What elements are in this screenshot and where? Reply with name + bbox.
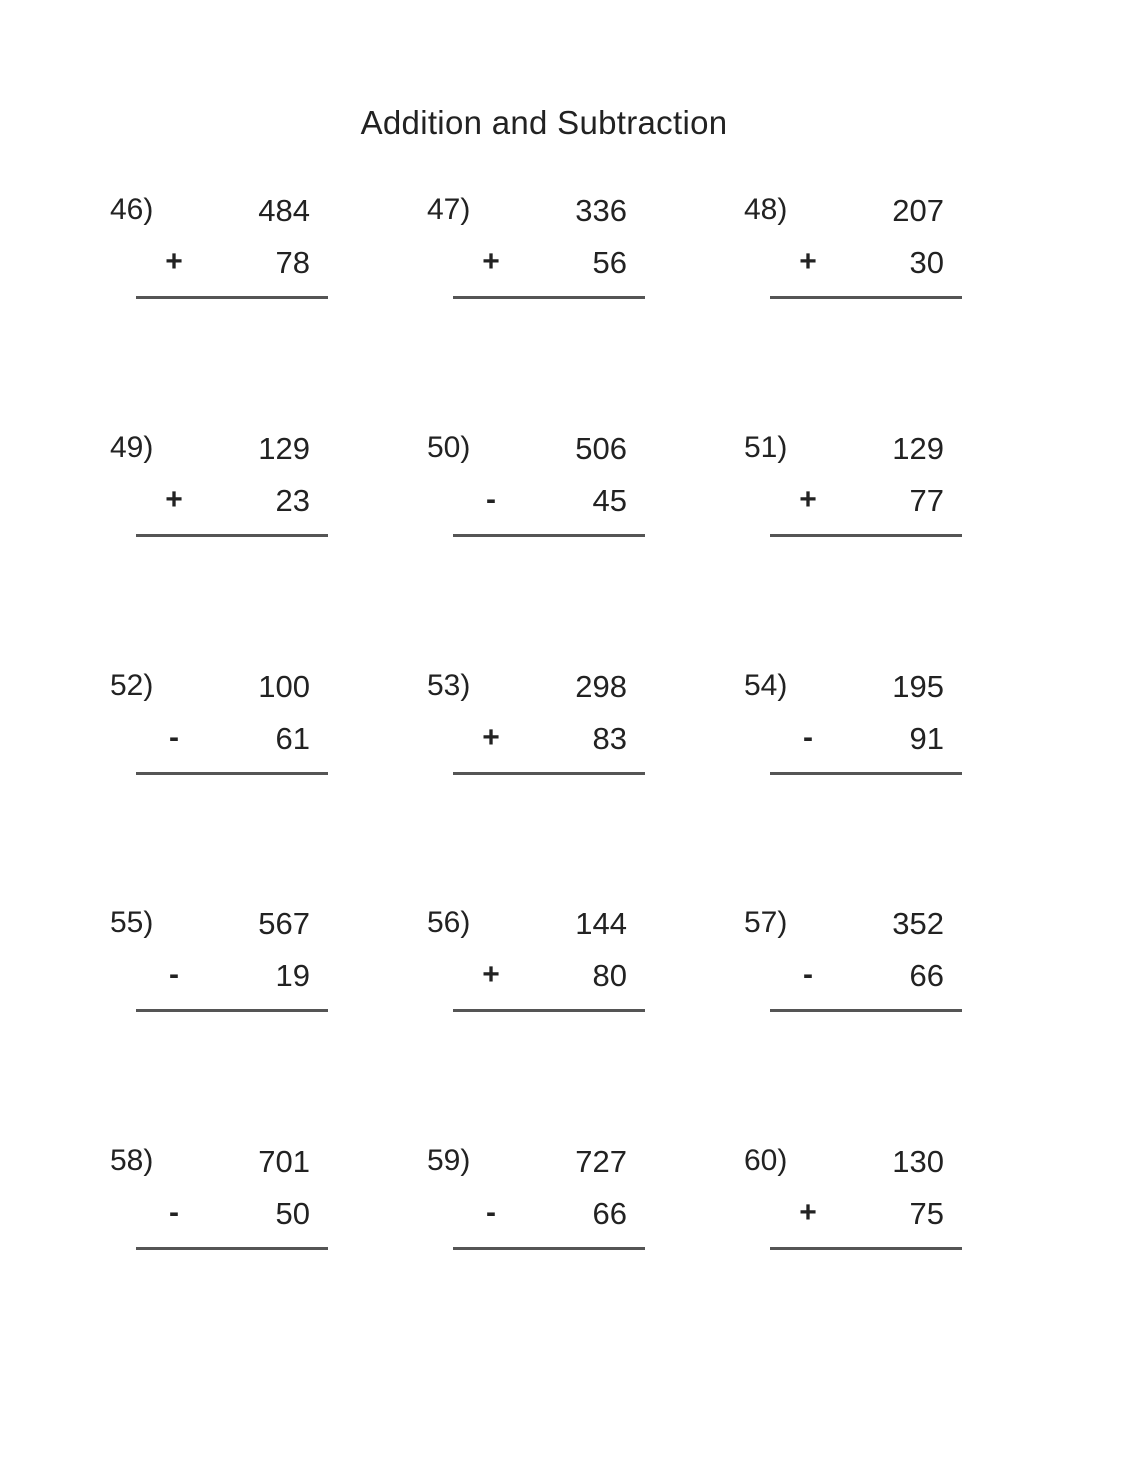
answer-line	[770, 534, 962, 537]
bottom-operand: 56	[592, 245, 627, 280]
bottom-operand: 66	[592, 1196, 627, 1231]
problem-item	[427, 906, 657, 1036]
answer-line	[770, 1247, 962, 1250]
bottom-operand: 66	[909, 958, 944, 993]
answer-line	[136, 772, 328, 775]
operator-sign: +	[799, 245, 817, 278]
answer-line	[770, 1009, 962, 1012]
problem-item	[427, 193, 657, 323]
problem-number: 46)	[110, 193, 154, 226]
operator-sign: -	[169, 721, 179, 754]
bottom-operand: 77	[909, 483, 944, 518]
operator-sign: -	[169, 958, 179, 991]
problem-item	[427, 669, 657, 799]
bottom-operand: 61	[275, 721, 310, 756]
operator-sign: +	[799, 1196, 817, 1229]
problem-number: 49)	[110, 431, 154, 464]
top-operand: 352	[892, 906, 944, 941]
operator-sign: -	[803, 721, 813, 754]
answer-line	[453, 534, 645, 537]
answer-line	[453, 1247, 645, 1250]
top-operand: 506	[575, 431, 627, 466]
bottom-operand: 45	[592, 483, 627, 518]
top-operand: 484	[258, 193, 310, 228]
answer-line	[136, 534, 328, 537]
problem-number: 55)	[110, 906, 154, 939]
problem-number: 48)	[744, 193, 788, 226]
operator-sign: +	[799, 483, 817, 516]
operator-sign: +	[165, 483, 183, 516]
top-operand: 298	[575, 669, 627, 704]
bottom-operand: 50	[275, 1196, 310, 1231]
bottom-operand: 23	[275, 483, 310, 518]
problem-item	[110, 193, 340, 323]
problem-item	[744, 193, 974, 323]
problem-number: 51)	[744, 431, 788, 464]
problem-item	[110, 669, 340, 799]
problem-item	[744, 669, 974, 799]
bottom-operand: 75	[909, 1196, 944, 1231]
problem-item	[427, 1144, 657, 1274]
bottom-operand: 30	[909, 245, 944, 280]
top-operand: 727	[575, 1144, 627, 1179]
problem-item	[427, 431, 657, 561]
top-operand: 129	[258, 431, 310, 466]
operator-sign: +	[165, 245, 183, 278]
answer-line	[136, 1009, 328, 1012]
bottom-operand: 91	[909, 721, 944, 756]
bottom-operand: 19	[275, 958, 310, 993]
answer-line	[453, 296, 645, 299]
top-operand: 144	[575, 906, 627, 941]
problem-number: 53)	[427, 669, 471, 702]
top-operand: 701	[258, 1144, 310, 1179]
problem-item	[744, 1144, 974, 1274]
problem-number: 59)	[427, 1144, 471, 1177]
problem-item	[110, 1144, 340, 1274]
answer-line	[770, 296, 962, 299]
page-title: Addition and Subtraction	[360, 104, 728, 141]
problem-number: 58)	[110, 1144, 154, 1177]
operator-sign: +	[482, 958, 500, 991]
problem-number: 50)	[427, 431, 471, 464]
bottom-operand: 80	[592, 958, 627, 993]
problem-number: 56)	[427, 906, 471, 939]
top-operand: 129	[892, 431, 944, 466]
top-operand: 195	[892, 669, 944, 704]
problem-item	[744, 906, 974, 1036]
top-operand: 567	[258, 906, 310, 941]
operator-sign: -	[486, 1196, 496, 1229]
top-operand: 336	[575, 193, 627, 228]
problem-number: 60)	[744, 1144, 788, 1177]
answer-line	[453, 1009, 645, 1012]
answer-line	[136, 1247, 328, 1250]
operator-sign: -	[803, 958, 813, 991]
operator-sign: -	[169, 1196, 179, 1229]
bottom-operand: 83	[592, 721, 627, 756]
top-operand: 130	[892, 1144, 944, 1179]
answer-line	[770, 772, 962, 775]
problem-number: 54)	[744, 669, 788, 702]
answer-line	[136, 296, 328, 299]
bottom-operand: 78	[275, 245, 310, 280]
answer-line	[453, 772, 645, 775]
problem-number: 47)	[427, 193, 471, 226]
operator-sign: +	[482, 245, 500, 278]
operator-sign: +	[482, 721, 500, 754]
problem-number: 52)	[110, 669, 154, 702]
problem-item	[744, 431, 974, 561]
top-operand: 207	[892, 193, 944, 228]
top-operand: 100	[258, 669, 310, 704]
problem-item	[110, 431, 340, 561]
problem-number: 57)	[744, 906, 788, 939]
problem-item	[110, 906, 340, 1036]
operator-sign: -	[486, 483, 496, 516]
